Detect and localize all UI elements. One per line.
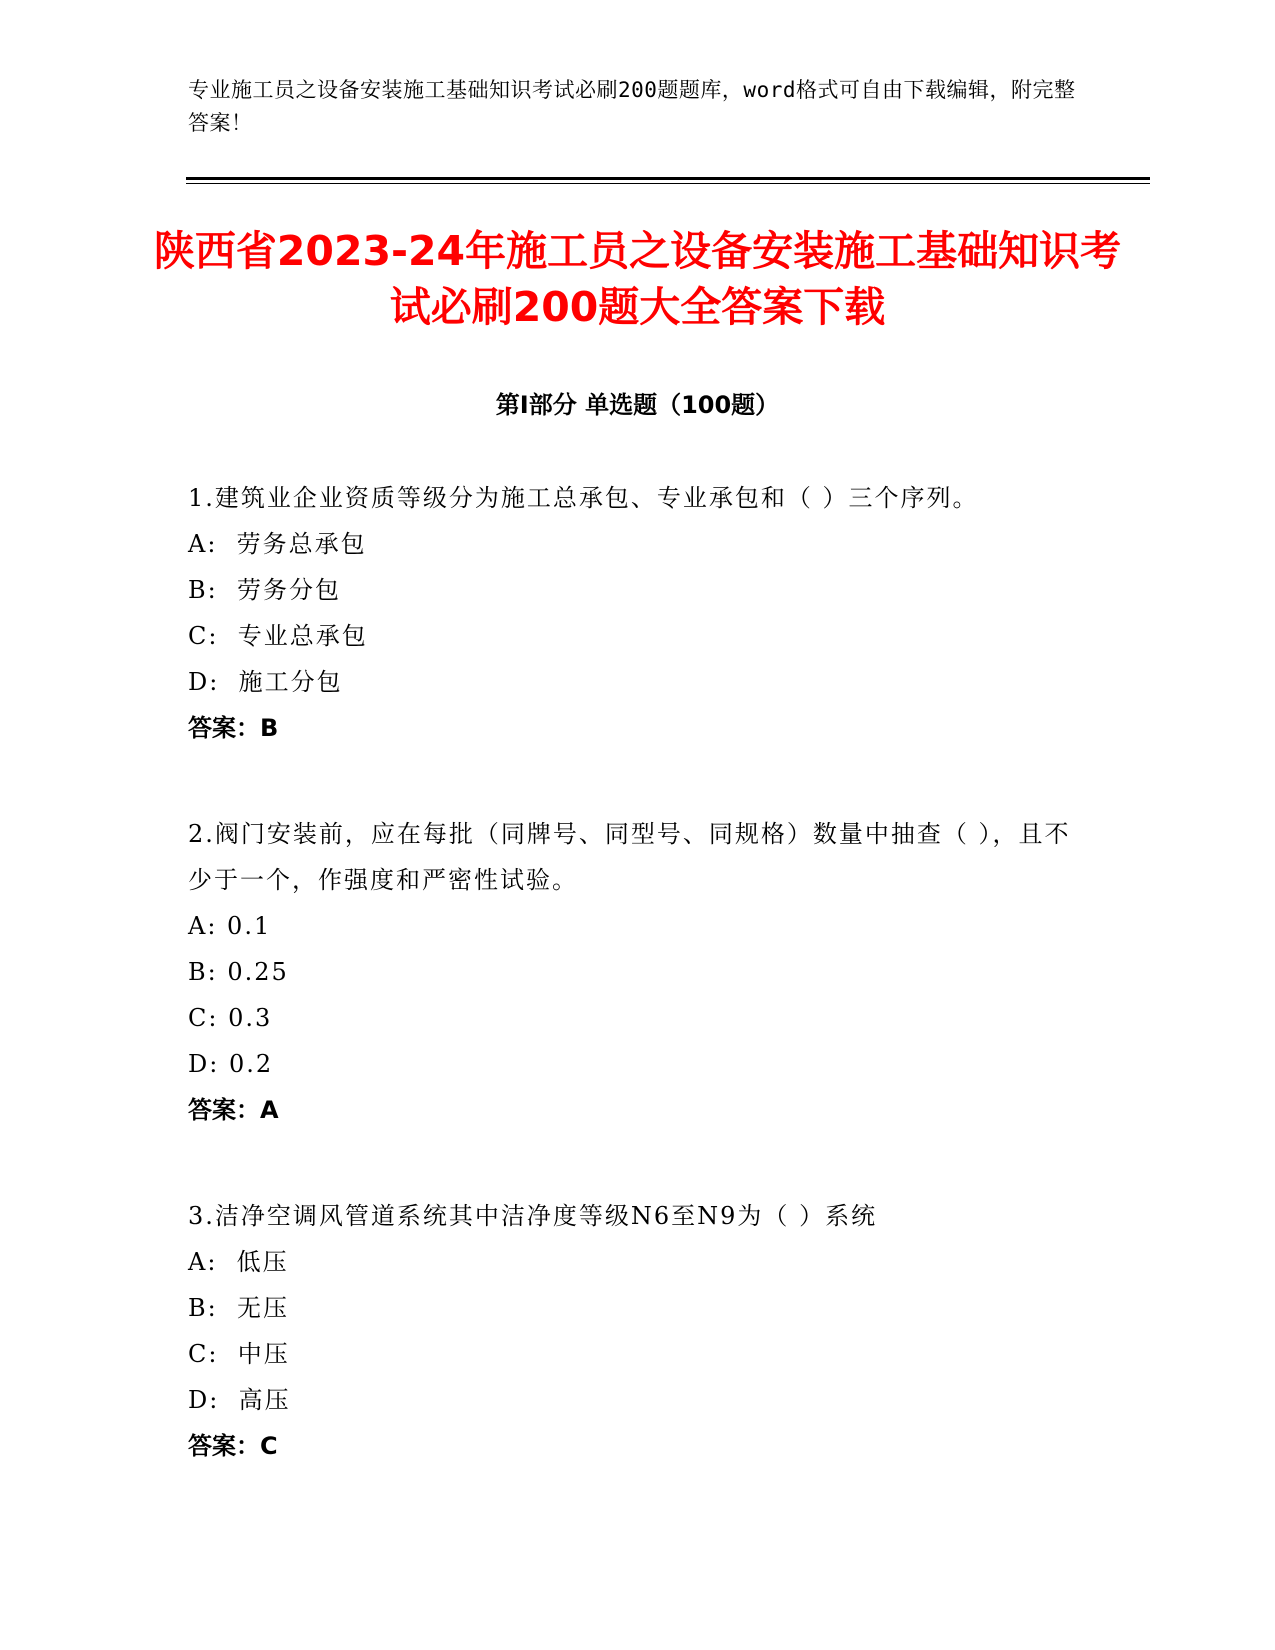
option-a: A: 劳务总承包 bbox=[188, 530, 367, 558]
question-stem: 3.洁净空调风管道系统其中洁净度等级N6至N9为（ ）系统 bbox=[188, 1202, 878, 1230]
answer: 答案：A bbox=[188, 1096, 279, 1124]
option-d: D: 0.2 bbox=[188, 1050, 274, 1078]
option-b: B: 劳务分包 bbox=[188, 576, 341, 604]
question-1 bbox=[188, 475, 1088, 751]
answer: 答案：C bbox=[188, 1432, 278, 1460]
header-divider-thick bbox=[186, 177, 1150, 180]
question-stem: 1.建筑业企业资质等级分为施工总承包、专业承包和（ ）三个序列。 bbox=[188, 484, 979, 512]
question-3 bbox=[188, 1193, 1088, 1469]
option-b: B: 0.25 bbox=[188, 958, 289, 986]
option-d: D: 高压 bbox=[188, 1386, 291, 1414]
question-2 bbox=[188, 811, 1088, 1133]
option-a: A: 0.1 bbox=[188, 912, 272, 940]
header-divider-thin bbox=[186, 183, 1150, 184]
answer: 答案：B bbox=[188, 714, 279, 742]
option-c: C: 专业总承包 bbox=[188, 622, 368, 650]
header-note: 专业施工员之设备安装施工基础知识考试必刷200题题库，word格式可自由下载编辑，附完整答案！ bbox=[188, 78, 1076, 135]
option-a: A: 低压 bbox=[188, 1248, 289, 1276]
document-title: 陕西省2023-24年施工员之设备安装施工基础知识考试必刷200题大全答案下载 bbox=[153, 227, 1122, 331]
question-stem: 2.阀门安装前，应在每批（同牌号、同型号、同规格）数量中抽查（ ），且不少于一个，作强度和严密性试验。 bbox=[188, 820, 1071, 894]
question-list bbox=[188, 475, 1088, 1529]
option-b: B: 无压 bbox=[188, 1294, 289, 1322]
section-title: 第I部分 单选题（100题） bbox=[495, 391, 780, 419]
option-c: C: 0.3 bbox=[188, 1004, 273, 1032]
option-d: D: 施工分包 bbox=[188, 668, 343, 696]
option-c: C: 中压 bbox=[188, 1340, 290, 1368]
